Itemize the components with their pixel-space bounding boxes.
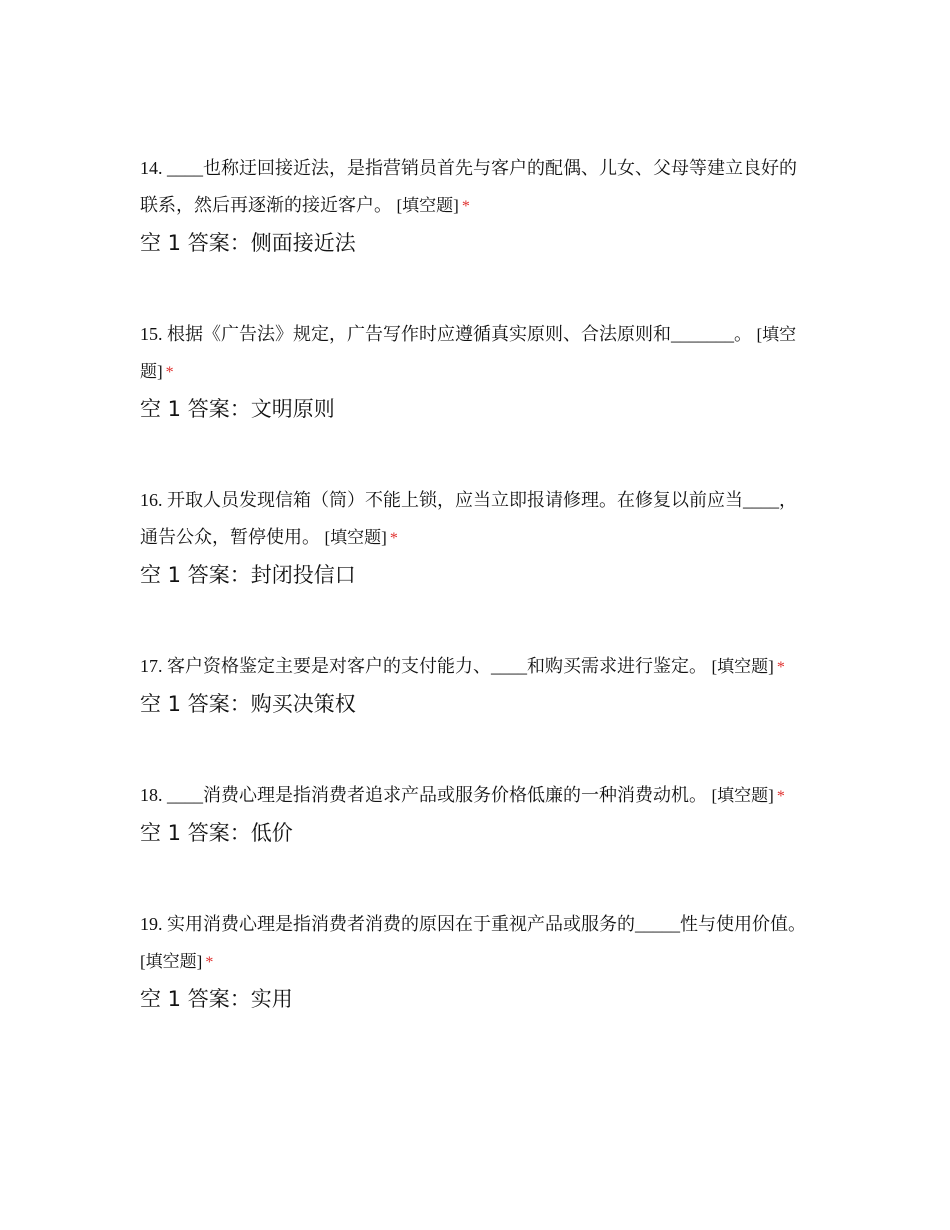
answer-label: 空 1 答案： — [140, 692, 251, 716]
answer-value: 封闭投信口 — [250, 563, 356, 587]
answer-value: 文明原则 — [250, 397, 335, 421]
question-17 — [140, 648, 810, 719]
answer-label: 空 1 答案： — [140, 821, 251, 845]
question-body: 根据《广告法》规定，广告写作时应遵循真实原则、合法原则和_______。 — [167, 324, 752, 344]
question-type: [填空题] — [324, 528, 387, 547]
answer-line — [140, 228, 810, 258]
required-marker: * — [461, 198, 470, 215]
question-text — [140, 777, 810, 815]
question-body: ____消费心理是指消费者追求产品或服务价格低廉的一种消费动机。 — [167, 785, 707, 805]
question-text — [140, 316, 810, 391]
question-number: 18. — [140, 785, 163, 805]
question-text — [140, 482, 810, 557]
question-number: 16. — [140, 490, 163, 510]
question-19 — [140, 906, 810, 1014]
answer-line — [140, 560, 810, 590]
question-number: 19. — [140, 914, 163, 934]
answer-line — [140, 818, 810, 848]
question-16 — [140, 482, 810, 590]
question-text — [140, 150, 810, 225]
question-text — [140, 648, 810, 686]
question-type: [填空题] — [396, 196, 459, 215]
question-18 — [140, 777, 810, 848]
question-body: ____也称迂回接近法，是指营销员首先与客户的配偶、儿女、父母等建立良好的联系，然后再逐渐的接近客户。 — [140, 158, 797, 215]
required-marker: * — [776, 659, 785, 676]
answer-label: 空 1 答案： — [140, 231, 251, 255]
answer-line — [140, 394, 810, 424]
question-list — [140, 150, 810, 1014]
answer-label: 空 1 答案： — [140, 397, 251, 421]
answer-value: 实用 — [250, 987, 293, 1011]
question-body: 开取人员发现信箱（筒）不能上锁，应当立即报请修理。在修复以前应当____，通告公众，暂停使用。 — [140, 490, 797, 547]
answer-label: 空 1 答案： — [140, 987, 251, 1011]
answer-value: 侧面接近法 — [250, 231, 356, 255]
question-number: 17. — [140, 656, 163, 676]
required-marker: * — [776, 788, 785, 805]
question-text — [140, 906, 810, 981]
question-type: [填空题] — [711, 657, 774, 676]
question-number: 15. — [140, 324, 163, 344]
answer-value: 低价 — [250, 821, 293, 845]
question-number: 14. — [140, 158, 163, 178]
required-marker: * — [165, 364, 174, 381]
question-type: [填空题] — [140, 952, 203, 971]
question-body: 客户资格鉴定主要是对客户的支付能力、____和购买需求进行鉴定。 — [167, 656, 707, 676]
answer-value: 购买决策权 — [250, 692, 356, 716]
answer-line — [140, 984, 810, 1014]
question-14 — [140, 150, 810, 258]
answer-line — [140, 689, 810, 719]
question-15 — [140, 316, 810, 424]
required-marker: * — [205, 954, 214, 971]
question-type: [填空题] — [711, 786, 774, 805]
required-marker: * — [389, 530, 398, 547]
question-type: [填空题] — [140, 325, 797, 381]
question-body: 实用消费心理是指消费者消费的原因在于重视产品或服务的_____性与使用价值。 — [167, 914, 806, 934]
answer-label: 空 1 答案： — [140, 563, 251, 587]
